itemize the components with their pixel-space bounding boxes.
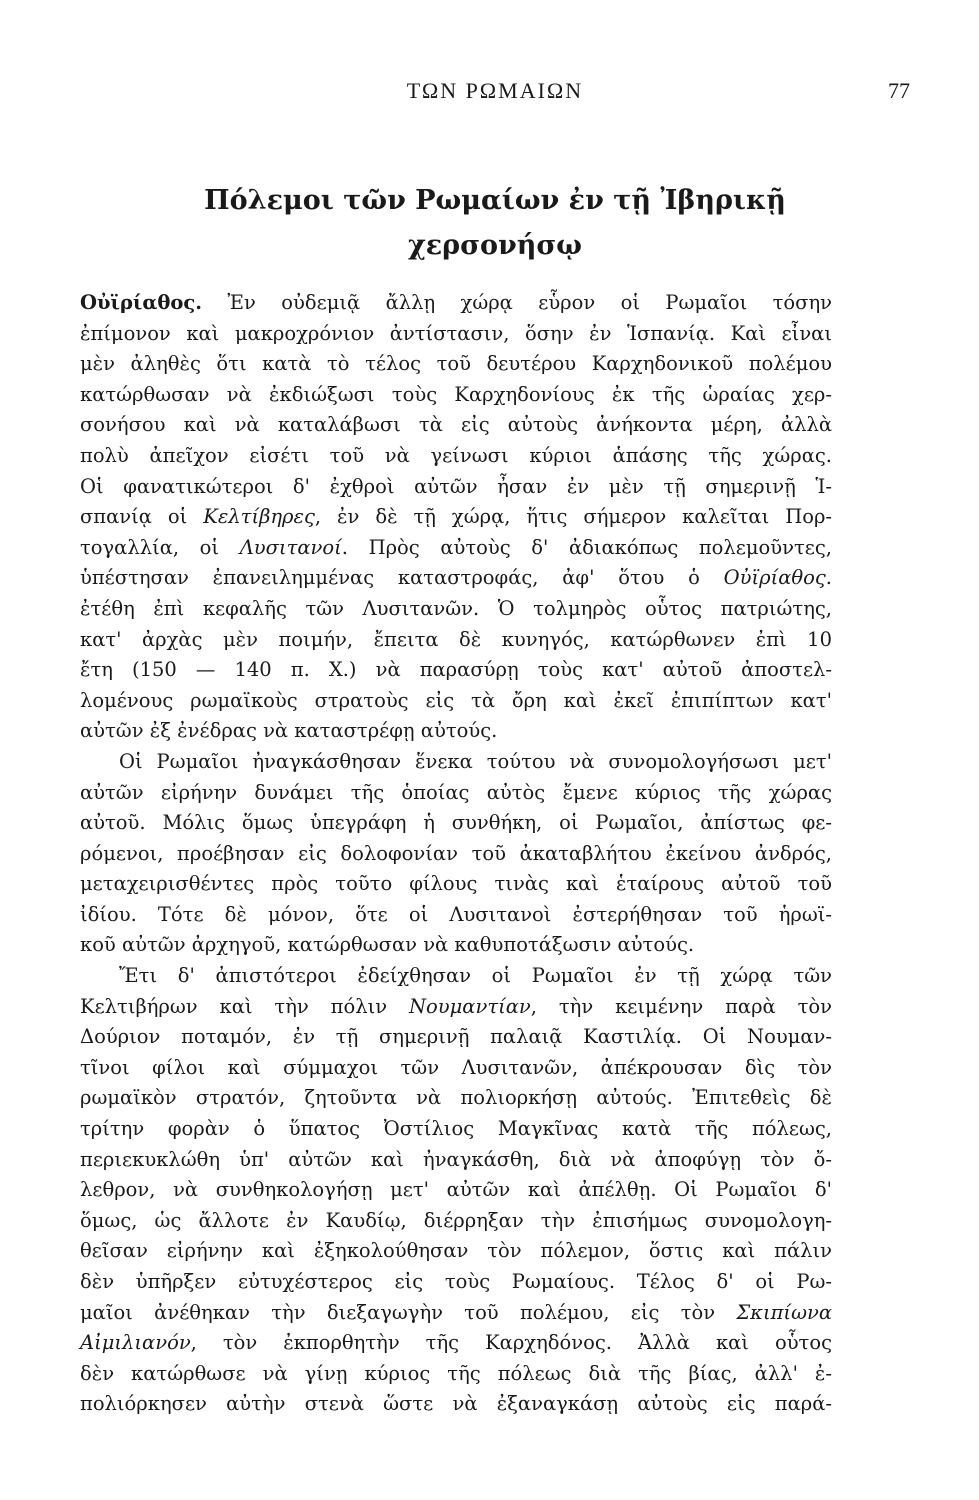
paragraph-3 [80,961,832,1420]
text-line: ρόμενοι, προέβησαν εἰς δολοφονίαν τοῦ ἀκαταβλήτου ἐκείνου ἀνδρός, [80,841,832,865]
text-line: πολὺ ἀπεῖχον εἰσέτι τοῦ νὰ γείνωσι κύριοι ἁπάσης τῆς χώρας. [80,443,832,467]
text-line: Αἰμιλιανόν, τὸν ἐκπορθητὴν τῆς Καρχηδόνος. Ἀλλὰ καὶ οὗτος [80,1331,832,1355]
text-line: ὅμως, ὡς ἄλλοτε ἐν Καυδίῳ, διέρρηξαν τὴν ἐπισήμως συνομολογη- [80,1208,832,1232]
page-number: 77 [888,78,910,103]
text-line: τῖνοι φίλοι καὶ σύμμαχοι τῶν Λυσιτανῶν, ἀπέκρουσαν δὶς τὸν [80,1055,832,1079]
text-line: Ἔτι δ' ἀπιστότεροι ἐδείχθησαν οἱ Ρωμαῖοι ἐν τῇ χώρᾳ τῶν [119,964,832,988]
text-line: ἰδίου. Τότε δὲ μόνον, ὅτε οἱ Λυσιτανοὶ ἐστερήθησαν τοῦ ἡρωϊ- [80,902,832,926]
text-line: δὲν κατώρθωσε νὰ γίνῃ κύριος τῆς πόλεως διὰ τῆς βίας, ἀλλ' ἐ- [80,1361,832,1385]
text-line: τογαλλία, οἱ Λυσιτανοί. Πρὸς αὐτοὺς δ' ἀδιακόπως πολεμοῦντες, [80,535,832,559]
text-line: Οἱ Ρωμαῖοι ἠναγκάσθησαν ἕνεκα τούτου νὰ συνομολογήσωσι μετ' [119,749,832,773]
text-line: λεθρον, νὰ συνθηκολογήσῃ μετ' αὐτῶν καὶ ἀπέλθῃ. Οἱ Ρωμαῖοι δ' [80,1178,832,1202]
chapter-title-line-2: χερσονήσῳ [407,230,583,261]
chapter-title-line-1: Πόλεμοι τῶν Ρωμαίων ἐν τῇ Ἰβηρικῇ [204,185,786,216]
text-line: κοῦ αὐτῶν ἀρχηγοῦ, κατώρθωσαν νὰ καθυποτάξωσιν αὐτούς. [80,933,695,957]
emphasis: Κελτίβηρες [203,505,315,529]
body-text [80,288,832,1420]
paragraph-2 [80,747,832,961]
emphasis: Οὐϊρίαθος [723,566,826,590]
text-line: λομένους ρωμαϊκοὺς στρατοὺς εἰς τὰ ὄρη καὶ ἐκεῖ ἐπιπίπτων κατ' [80,688,832,712]
text-line: ἐπίμονον καὶ μακροχρόνιον ἀντίστασιν, ὅσην ἐν Ἱσπανίᾳ. Καὶ εἶναι [80,321,832,345]
running-head [80,78,910,108]
text-line: μὲν ἀληθὲς ὅτι κατὰ τὸ τέλος τοῦ δευτέρου Καρχηδονικοῦ πολέμου [80,352,832,376]
text-line: αὐτοῦ. Μόλις ὅμως ὑπεγράφη ἡ συνθήκη, οἱ Ρωμαῖοι, ἀπίστως φε- [80,811,832,835]
text-line: δὲν ὑπῆρξεν εὐτυχέστερος εἰς τοὺς Ρωμαίους. Τέλος δ' οἱ Ρω- [80,1270,832,1293]
text-line: περιεκυκλώθη ὑπ' αὐτῶν καὶ ἠναγκάσθη, διὰ νὰ ἀποφύγῃ τὸν ὄ- [80,1147,832,1171]
emphasis: Αἰμιλιανόν [80,1331,191,1355]
text-line: μεταχειρισθέντες πρὸς τοῦτο φίλους τινὰς καὶ ἑταίρους αὐτοῦ τοῦ [80,872,832,896]
text-line: αὐτῶν ἐξ ἐνέδρας νὰ καταστρέφῃ αὐτούς. [80,719,498,743]
text-line: Οὐϊρίαθος. Ἐν οὐδεμιᾷ ἄλλῃ χώρᾳ εὗρον οἱ Ρωμαῖοι τόσην [80,291,832,314]
running-title: ΤΩΝ ΡΩΜΑΙΩΝ [406,78,584,103]
text-line: σπανίᾳ οἱ Κελτίβηρες, ἐν δὲ τῇ χώρᾳ, ἥτις σήμερον καλεῖται Πορ- [80,505,832,529]
text-line: κατ' ἀρχὰς μὲν ποιμήν, ἔπειτα δὲ κυνηγός, κατώρθωνεν ἐπὶ 10 [80,627,832,651]
text-line: ρωμαϊκὸν στρατόν, ζητοῦντα νὰ πολιορκήσῃ αὐτούς. Ἐπιτεθεὶς δὲ [80,1086,832,1110]
section-lead: Οὐϊρίαθος. [80,291,203,314]
emphasis: Σκιπίωνα [736,1300,832,1324]
emphasis: Νουμαντίαν [408,994,531,1018]
text-line: ἔτη (150 — 140 π. Χ.) νὰ παρασύρῃ τοὺς κατ' αὐτοῦ ἀποστελ- [80,658,832,682]
text-line: τρίτην φορὰν ὁ ὕπατος Ὀστίλιος Μαγκῖνας κατὰ τῆς πόλεως, [80,1117,832,1141]
chapter-title [80,178,910,268]
text-line: κατώρθωσαν νὰ ἐκδιώξωσι τοὺς Καρχηδονίους ἐκ τῆς ὡραίας χερ- [80,382,832,406]
text-line: ἐτέθη ἐπὶ κεφαλῆς τῶν Λυσιτανῶν. Ὁ τολμηρὸς οὗτος πατριώτης, [80,596,832,620]
text-line: Οἱ φανατικώτεροι δ' ἐχθροὶ αὐτῶν ἦσαν ἐν μὲν τῇ σημερινῇ Ἱ- [80,474,832,498]
emphasis: Λυσιτανοί [239,535,342,559]
text-line: πολιόρκησεν αὐτὴν στενὰ ὥστε νὰ ἐξαναγκάσῃ αὐτοὺς εἰς παρά- [80,1392,832,1416]
text-line: αὐτῶν εἰρήνην δυνάμει τῆς ὁποίας αὐτὸς ἔμενε κύριος τῆς χώρας [80,780,832,804]
text-line: Κελτιβήρων καὶ τὴν πόλιν Νουμαντίαν, τὴν κειμένην παρὰ τὸν [80,994,832,1018]
text-line: Δούριον ποταμόν, ἐν τῇ σημερινῇ παλαιᾷ Καστιλίᾳ. Οἱ Νουμαν- [80,1025,832,1049]
text-line: σονήσου καὶ νὰ καταλάβωσι τὰ εἰς αὐτοὺς ἀνήκοντα μέρη, ἀλλὰ [80,413,832,437]
paragraph-1 [80,288,832,747]
text-line: μαῖοι ἀνέθηκαν τὴν διεξαγωγὴν τοῦ πολέμου, εἰς τὸν Σκιπίωνα [80,1300,832,1324]
text-line: ὑπέστησαν ἐπανειλημμένας καταστροφάς, ἀφ' ὅτου ὁ Οὐϊρίαθος. [80,566,832,590]
text-line: θεῖσαν εἰρήνην καὶ ἐξηκολούθησαν τὸν πόλεμον, ὅστις καὶ πάλιν [80,1239,832,1263]
